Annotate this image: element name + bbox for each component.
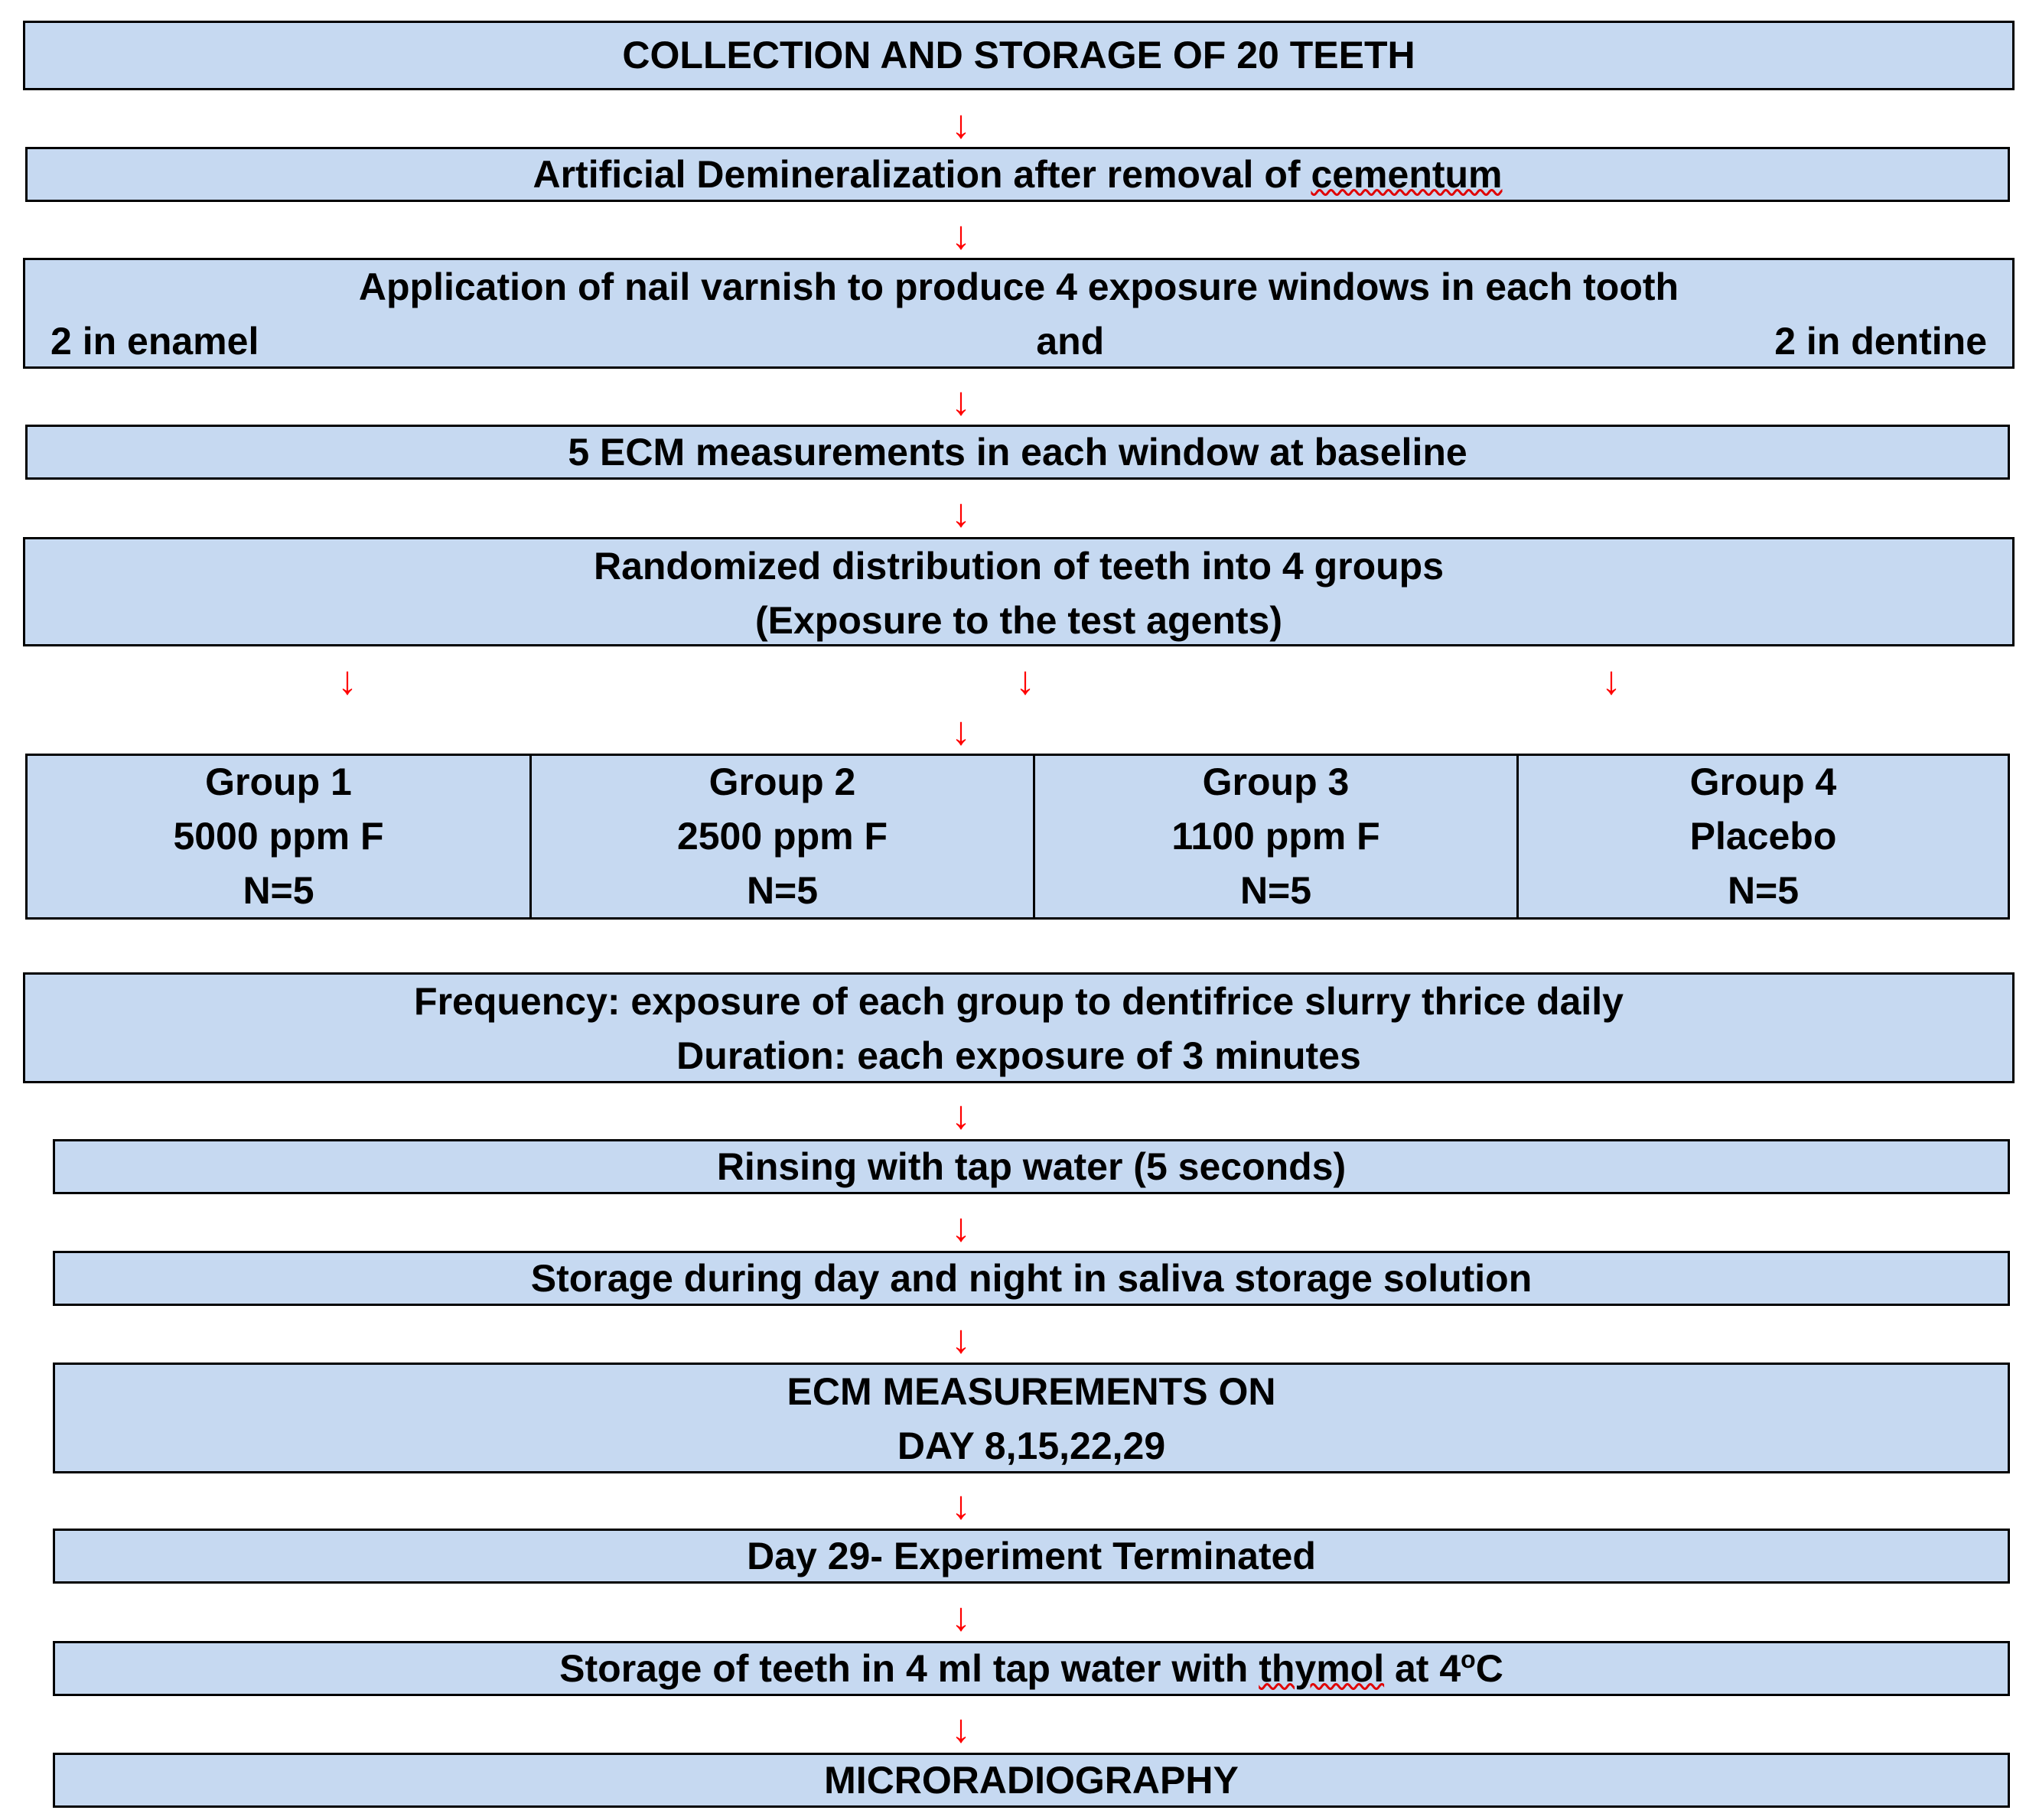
step-randomization: [23, 537, 2015, 646]
window-enamel-label: 2 in enamel: [50, 320, 259, 363]
group-2-name: Group 2: [708, 760, 856, 803]
group-2-n: N=5: [746, 869, 819, 912]
window-and-label: and: [1036, 320, 1105, 363]
flow-arrow-branch-left: ↓: [337, 659, 357, 703]
flow-arrow-3: ↓: [951, 379, 971, 424]
group-3-cell: [1035, 756, 1519, 917]
group-4-agent: Placebo: [1689, 815, 1837, 858]
step-thymol-text-unit: C: [1475, 1647, 1503, 1690]
step-exposure-duration-line2: Duration: each exposure of 3 minutes: [676, 1034, 1361, 1077]
group-1-n: N=5: [243, 869, 314, 912]
flow-arrow-branch-right: ↓: [1601, 659, 1621, 703]
flow-arrow-8: ↓: [951, 1317, 971, 1362]
flow-arrow-4: ↓: [951, 491, 971, 536]
group-2-cell: [532, 756, 1035, 917]
flow-arrow-2: ↓: [951, 213, 971, 258]
flow-arrow-9: ↓: [951, 1483, 971, 1528]
group-4-name: Group 4: [1689, 760, 1837, 803]
window-dentine-label: 2 in dentine: [1774, 320, 1987, 363]
group-3-agent: 1100 ppm F: [1171, 815, 1380, 858]
spellcheck-thymol: thymol: [1259, 1647, 1385, 1690]
step-nail-varnish-title: Application of nail varnish to produce 4 exposure windows in each tooth: [358, 265, 1679, 308]
step-exposure-frequency: [23, 972, 2015, 1083]
group-2-agent: 2500 ppm F: [676, 815, 888, 858]
group-1-cell: [28, 756, 532, 917]
degree-superscript: o: [1461, 1646, 1476, 1673]
step-randomization-line1: Randomized distribution of teeth into 4 groups: [593, 545, 1445, 588]
step-saliva-storage: [53, 1251, 2010, 1306]
step-microradiography: [53, 1753, 2010, 1808]
step-baseline-ecm: [25, 425, 2010, 480]
step-ecm-measurements-days: DAY 8,15,22,29: [897, 1424, 1166, 1467]
step-baseline-ecm-text: 5 ECM measurements in each window at baseline: [568, 431, 1467, 474]
group-1-name: Group 1: [205, 760, 352, 803]
spellcheck-cementum: cementum: [1311, 153, 1503, 196]
step-artificial-demineralization-text: [28, 149, 2008, 200]
flow-arrow-7: ↓: [951, 1206, 971, 1250]
step-thymol-text-middle: at 4: [1384, 1647, 1461, 1690]
groups-table: [25, 754, 2010, 920]
step-experiment-terminated: [53, 1529, 2010, 1584]
step-saliva-storage-text: Storage during day and night in saliva storage solution: [530, 1257, 1533, 1300]
step-ecm-measurements-line1: ECM MEASUREMENTS ON: [787, 1370, 1276, 1413]
step-exposure-frequency-line1: Frequency: exposure of each group to dentifrice slurry thrice daily: [414, 980, 1624, 1023]
flow-arrow-branch-middle: ↓: [1015, 659, 1035, 703]
step-randomization-line2: (Exposure to the test agents): [755, 599, 1282, 642]
step-demineralization-text-main: Artificial Demineralization after removal of: [533, 153, 1311, 196]
step-rinsing-text: Rinsing with tap water (5 seconds): [716, 1145, 1347, 1188]
step-microradiography-text: MICRORADIOGRAPHY: [824, 1759, 1239, 1802]
step-nail-varnish: [23, 258, 2015, 369]
group-1-agent: 5000 ppm F: [173, 815, 384, 858]
step-thymol-storage: [53, 1641, 2010, 1696]
step-collection-storage: [23, 21, 2015, 90]
step-thymol-text-start: Storage of teeth in 4 ml tap water with: [559, 1647, 1259, 1690]
flow-arrow-6: ↓: [951, 1093, 971, 1138]
step-ecm-measurements: [53, 1363, 2010, 1473]
flow-arrow-11: ↓: [951, 1707, 971, 1751]
group-4-cell: [1519, 756, 2008, 917]
step-rinsing: [53, 1139, 2010, 1194]
flow-arrow-10: ↓: [951, 1595, 971, 1639]
group-3-name: Group 3: [1202, 760, 1350, 803]
step-thymol-storage-text: [55, 1643, 2008, 1694]
step-experiment-terminated-text: Day 29- Experiment Terminated: [747, 1535, 1316, 1577]
step-collection-storage-text: COLLECTION AND STORAGE OF 20 TEETH: [622, 34, 1415, 77]
groups-row: [28, 756, 2008, 917]
group-4-n: N=5: [1727, 869, 1800, 912]
step-nail-varnish-split: [25, 314, 2012, 369]
group-3-n: N=5: [1239, 869, 1312, 912]
flow-arrow-1: ↓: [951, 103, 971, 147]
step-artificial-demineralization: [25, 147, 2010, 202]
flow-arrow-5: ↓: [951, 709, 971, 754]
